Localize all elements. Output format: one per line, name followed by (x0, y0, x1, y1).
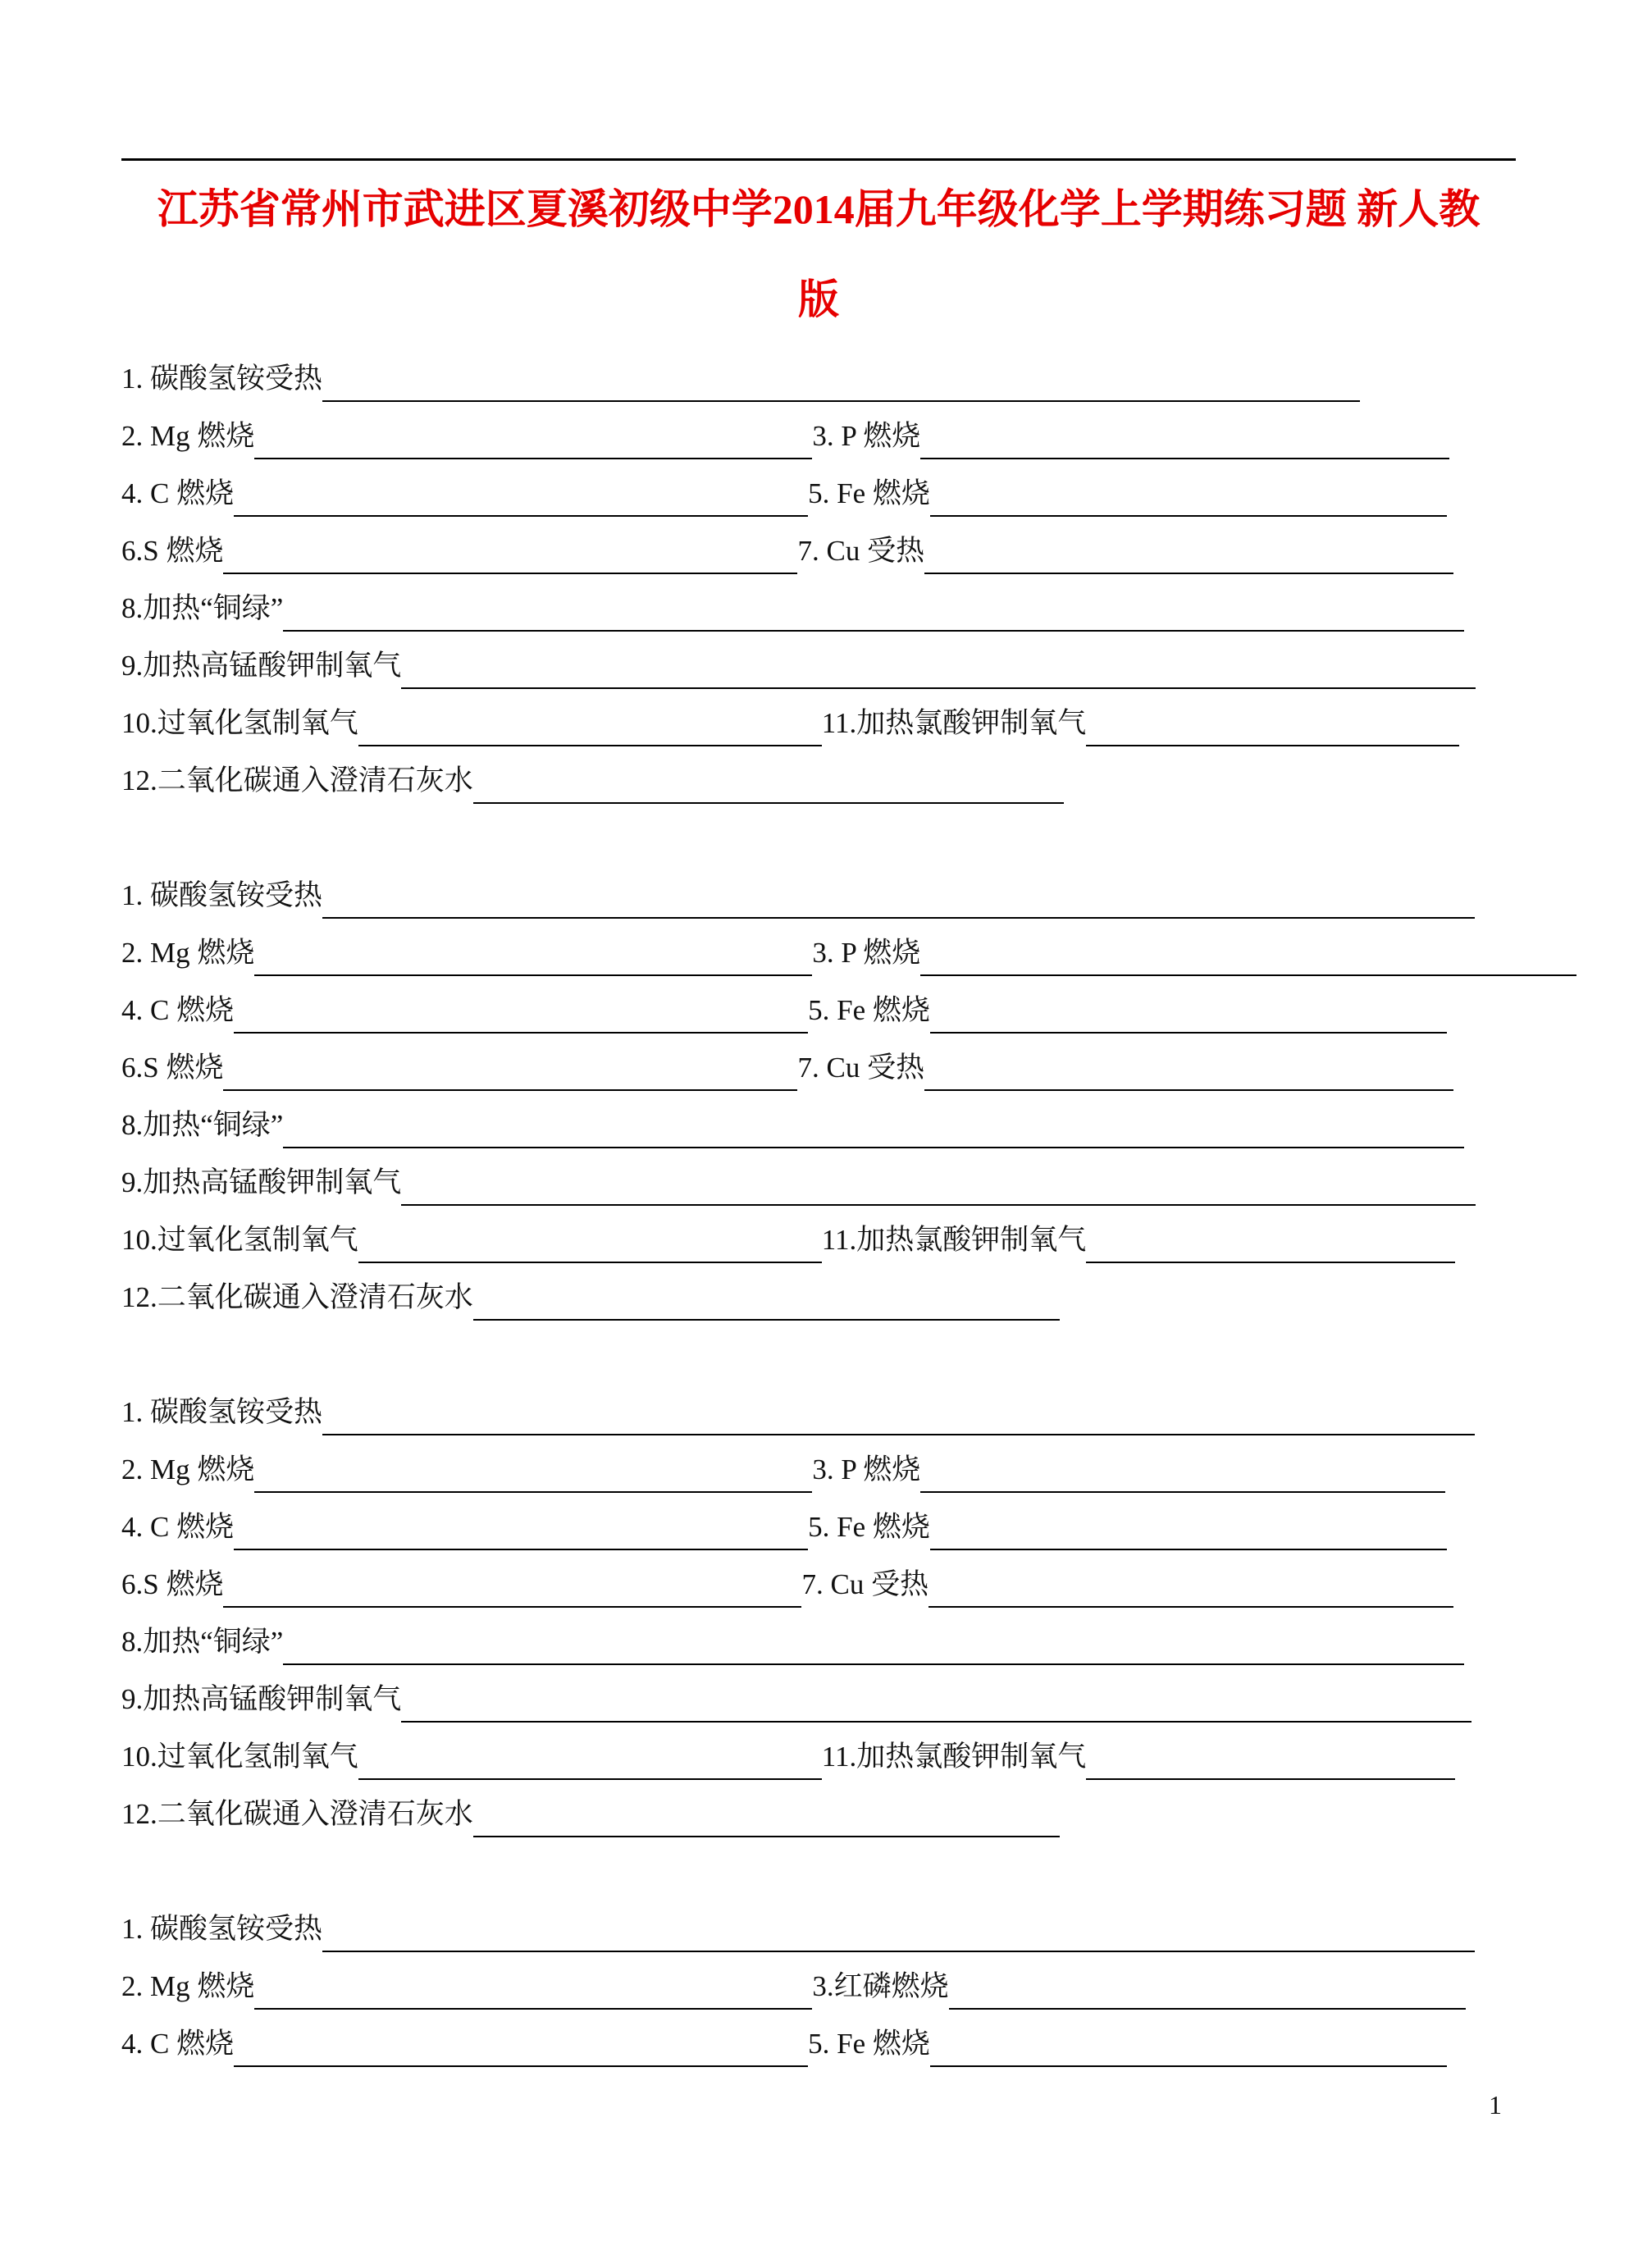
exercise-line (121, 993, 1447, 1034)
exercise-label: 1. 碳酸氢铵受热 (121, 1913, 323, 1945)
exercise-label: 7. Cu 受热 (801, 1568, 929, 1600)
exercise-label: 3. P 燃烧 (812, 420, 921, 452)
answer-blank[interactable] (234, 482, 808, 517)
answer-blank[interactable] (254, 1975, 812, 2010)
answer-blank[interactable] (223, 540, 797, 574)
exercise-label: 8.加热“铜绿” (121, 592, 284, 624)
exercise-label: 10.过氧化氢制氧气 (121, 707, 358, 739)
exercise-label: 11.加热氯酸钾制氧气 (821, 1741, 1087, 1773)
exercise-label: 12.二氧化碳通入澄清石灰水 (121, 1798, 473, 1830)
exercise-label: 1. 碳酸氢铵受热 (121, 879, 323, 911)
exercise-label: 11.加热氯酸钾制氧气 (821, 707, 1087, 739)
exercise-label: 4. C 燃烧 (121, 994, 235, 1026)
answer-blank[interactable] (924, 540, 1453, 574)
exercise-label: 10.过氧化氢制氧气 (121, 1224, 358, 1256)
exercise-line (121, 1394, 1475, 1435)
exercise-label: 3.红磷燃烧 (812, 1970, 949, 2002)
exercise-label: 4. C 燃烧 (121, 477, 235, 509)
document-title: 江苏省常州市武进区夏溪初级中学2014届九年级化学上学期练习题 新人教 (157, 186, 1481, 232)
answer-blank[interactable] (1086, 712, 1459, 746)
exercise-line (121, 1739, 1455, 1780)
answer-blank[interactable] (1086, 1229, 1455, 1263)
exercise-label: 7. Cu 受热 (797, 1052, 925, 1084)
exercise-line (121, 418, 1449, 459)
answer-blank[interactable] (234, 2033, 808, 2067)
exercise-label: 1. 碳酸氢铵受热 (121, 1396, 323, 1428)
exercise-label: 1. 碳酸氢铵受热 (121, 363, 323, 395)
answer-blank[interactable] (234, 999, 808, 1034)
answer-blank[interactable] (473, 1803, 1060, 1837)
exercise-label: 9.加热高锰酸钾制氧气 (121, 650, 402, 682)
exercise-line (121, 1969, 1466, 2010)
exercise-line (121, 476, 1447, 517)
exercise-line (121, 591, 1464, 632)
answer-blank[interactable] (930, 2033, 1447, 2067)
answer-blank[interactable] (930, 999, 1447, 1034)
exercise-label: 10.过氧化氢制氧气 (121, 1741, 358, 1773)
exercise-line (121, 1107, 1464, 1148)
exercise-label: 12.二氧化碳通入澄清石灰水 (121, 764, 473, 796)
exercise-label: 2. Mg 燃烧 (121, 1970, 255, 2002)
exercise-label: 2. Mg 燃烧 (121, 1453, 255, 1485)
exercise-line (121, 1567, 1453, 1608)
exercise-line (121, 1452, 1445, 1493)
answer-blank[interactable] (930, 482, 1447, 517)
answer-blank[interactable] (929, 1573, 1453, 1608)
answer-blank[interactable] (1086, 1745, 1455, 1780)
exercise-line (121, 705, 1459, 746)
answer-blank[interactable] (283, 597, 1464, 632)
answer-blank[interactable] (358, 712, 822, 746)
exercise-label: 12.二氧化碳通入澄清石灰水 (121, 1281, 473, 1313)
exercise-line (121, 1911, 1475, 1952)
exercise-label: 5. Fe 燃烧 (808, 2028, 930, 2060)
answer-blank[interactable] (322, 1918, 1475, 1952)
exercise-label: 3. P 燃烧 (812, 1453, 921, 1485)
exercise-label: 5. Fe 燃烧 (808, 994, 930, 1026)
exercise-line (121, 1165, 1476, 1206)
exercise-label: 3. P 燃烧 (812, 937, 921, 969)
exercise-label: 6.S 燃烧 (121, 1052, 224, 1084)
exercise-line (121, 1624, 1464, 1665)
answer-blank[interactable] (401, 1688, 1471, 1723)
page-number: 1 (1489, 2090, 1502, 2120)
answer-blank[interactable] (920, 1458, 1445, 1493)
answer-blank[interactable] (322, 884, 1475, 919)
exercise-line (121, 361, 1360, 402)
answer-blank[interactable] (949, 1975, 1466, 2010)
exercise-label: 2. Mg 燃烧 (121, 420, 255, 452)
exercise-label: 5. Fe 燃烧 (808, 477, 930, 509)
exercise-label: 6.S 燃烧 (121, 535, 224, 567)
exercise-line (121, 1509, 1447, 1550)
answer-blank[interactable] (322, 1401, 1475, 1435)
answer-blank[interactable] (358, 1229, 822, 1263)
exercise-line (121, 1222, 1455, 1263)
document-title-continued: 版 (798, 276, 839, 322)
exercise-line (121, 2026, 1447, 2067)
exercise-label: 11.加热氯酸钾制氧气 (821, 1224, 1087, 1256)
exercise-label: 8.加热“铜绿” (121, 1626, 284, 1658)
exercise-line (121, 1796, 1060, 1837)
answer-blank[interactable] (254, 942, 812, 976)
answer-blank[interactable] (254, 425, 812, 459)
answer-blank[interactable] (920, 942, 1576, 976)
exercise-line (121, 935, 1576, 976)
answer-blank[interactable] (920, 425, 1449, 459)
exercise-line (121, 878, 1475, 919)
top-rule (121, 158, 1516, 161)
exercise-label: 9.加热高锰酸钾制氧气 (121, 1166, 402, 1198)
exercise-line (121, 1050, 1453, 1091)
answer-blank[interactable] (283, 1114, 1464, 1148)
exercise-label: 4. C 燃烧 (121, 2028, 235, 2060)
exercise-label: 6.S 燃烧 (121, 1568, 224, 1600)
answer-blank[interactable] (223, 1573, 801, 1608)
answer-blank[interactable] (358, 1745, 822, 1780)
exercise-label: 2. Mg 燃烧 (121, 937, 255, 969)
exercise-line (121, 763, 1064, 804)
exercise-line (121, 648, 1476, 689)
exercise-line (121, 1280, 1060, 1321)
answer-blank[interactable] (322, 367, 1360, 402)
exercise-line (121, 1682, 1471, 1723)
answer-blank[interactable] (223, 1056, 797, 1091)
answer-blank[interactable] (473, 1286, 1060, 1321)
answer-blank[interactable] (401, 655, 1476, 689)
exercise-label: 7. Cu 受热 (797, 535, 925, 567)
exercise-label: 8.加热“铜绿” (121, 1109, 284, 1141)
exercise-line (121, 533, 1453, 574)
exercise-label: 4. C 燃烧 (121, 1511, 235, 1543)
answer-blank[interactable] (234, 1516, 808, 1550)
answer-blank[interactable] (473, 769, 1064, 804)
answer-blank[interactable] (401, 1171, 1476, 1206)
answer-blank[interactable] (283, 1631, 1464, 1665)
answer-blank[interactable] (930, 1516, 1447, 1550)
answer-blank[interactable] (924, 1056, 1453, 1091)
exercise-label: 9.加热高锰酸钾制氧气 (121, 1683, 402, 1715)
answer-blank[interactable] (254, 1458, 812, 1493)
exercise-label: 5. Fe 燃烧 (808, 1511, 930, 1543)
